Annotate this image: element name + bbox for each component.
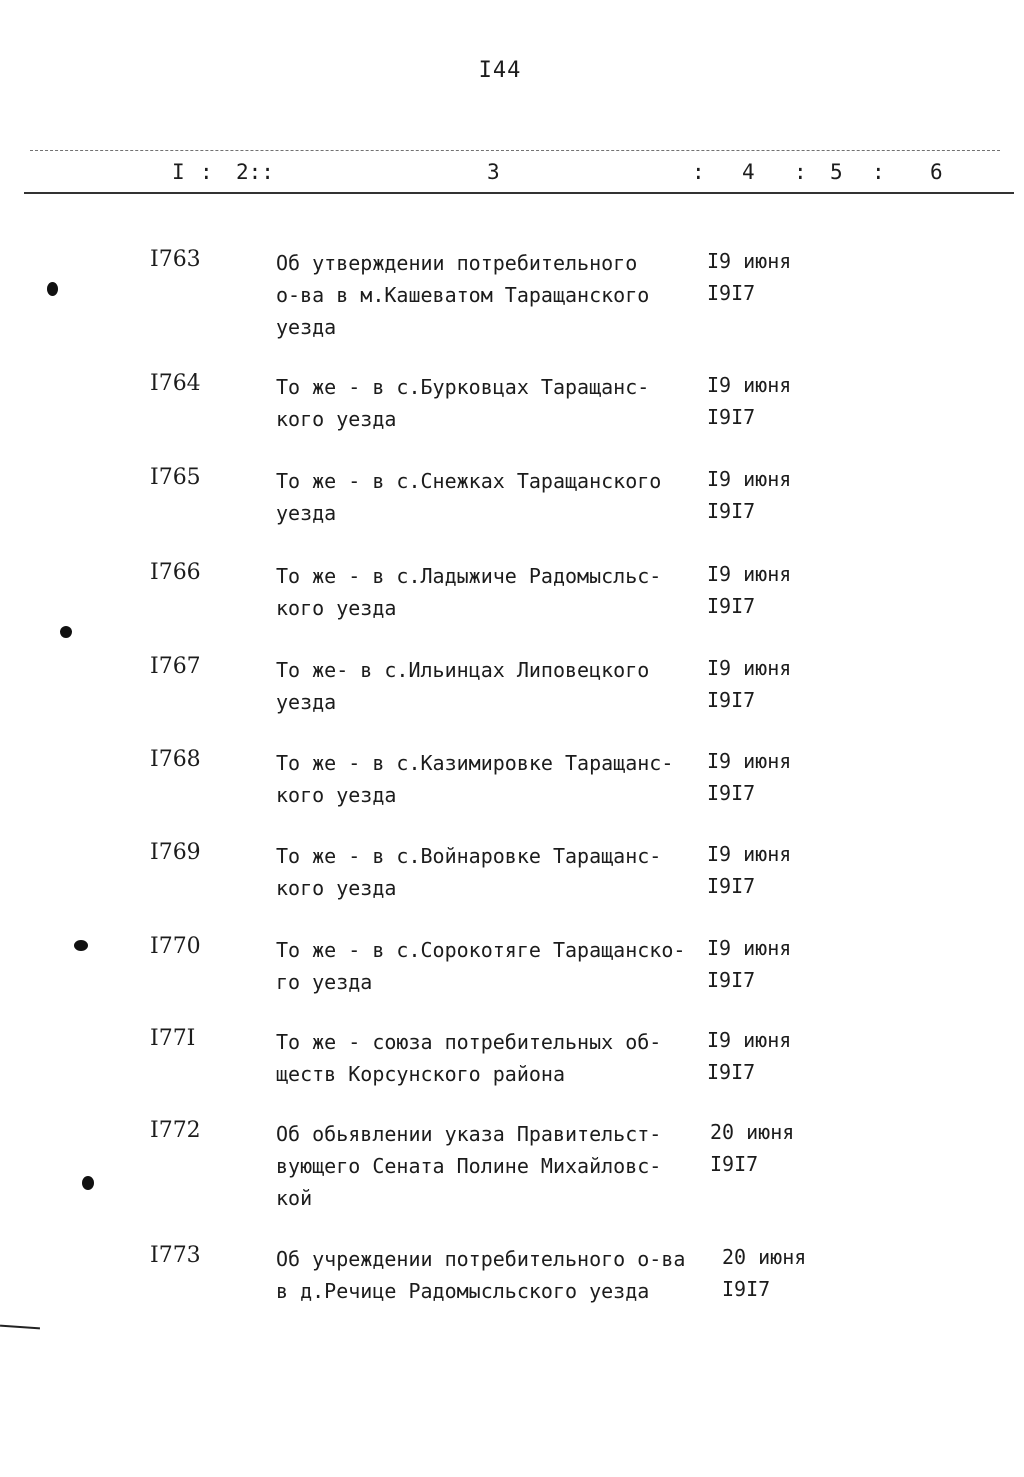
ink-blot xyxy=(74,940,88,951)
entry-description-line: уезда xyxy=(276,690,337,714)
entry-date xyxy=(710,1116,794,1180)
entry-description xyxy=(276,1026,701,1090)
entry-description-line: То же - в с.Казимировке Таращанс- xyxy=(276,751,674,775)
entry-date-line: I9 июня xyxy=(707,936,792,960)
column-header-3: 3 xyxy=(487,160,500,184)
entry-date-line: I9I7 xyxy=(707,594,756,618)
entry-description xyxy=(276,747,701,811)
entry-number: I765 xyxy=(150,465,201,490)
entry-date-line: I9I7 xyxy=(707,1060,756,1084)
column-header-6: 6 xyxy=(930,160,943,184)
ink-blot xyxy=(60,626,72,638)
entry-date-line: I9 июня xyxy=(707,249,792,273)
entry-description-line: уезда xyxy=(276,315,337,339)
entry-date-line: I9I7 xyxy=(710,1152,759,1176)
entry-number: I764 xyxy=(150,371,201,396)
entry-description-line: То же- в с.Ильинцах Липовецкого xyxy=(276,658,650,682)
entry-date-line: 20 июня xyxy=(710,1120,795,1144)
entry-date-line: I9 июня xyxy=(707,842,792,866)
entry-date-line: I9 июня xyxy=(707,656,792,680)
entry-date xyxy=(707,932,791,996)
entry-date xyxy=(707,838,791,902)
entry-date xyxy=(707,369,791,433)
entry-description-line: То же - в с.Бурковцах Таращанс- xyxy=(276,375,650,399)
entry-date xyxy=(707,558,791,622)
entry-description-line: ществ Корсунского района xyxy=(276,1062,565,1086)
entry-description-line: То же - союза потребительных об- xyxy=(276,1030,662,1054)
entry-number: I767 xyxy=(150,654,201,679)
entry-description xyxy=(276,465,701,529)
entry-date xyxy=(707,652,791,716)
entry-description-line: кой xyxy=(276,1186,313,1210)
entry-description xyxy=(276,371,701,435)
entry-date-line: I9I7 xyxy=(707,688,756,712)
entry-description-line: То же - в с.Сорокотяге Таращанско- xyxy=(276,938,686,962)
entry-description-line: о-ва в м.Кашеватом Таращанского xyxy=(276,283,650,307)
entry-description-line: кого уезда xyxy=(276,596,397,620)
entry-number: I772 xyxy=(150,1118,201,1143)
entry-date-line: I9I7 xyxy=(707,874,756,898)
entry-description-line: уезда xyxy=(276,501,337,525)
entry-description-line: в д.Речице Радомысльского уезда xyxy=(276,1279,650,1303)
entry-description-line: кого уезда xyxy=(276,407,397,431)
column-separator: : xyxy=(794,160,807,184)
entry-description-line: кого уезда xyxy=(276,876,397,900)
column-header-1: I xyxy=(172,160,185,184)
entry-date xyxy=(707,1024,791,1088)
entry-date xyxy=(707,245,791,309)
entry-date-line: I9 июня xyxy=(707,373,792,397)
entry-date-line: I9 июня xyxy=(707,562,792,586)
entry-date-line: I9 июня xyxy=(707,749,792,773)
entry-description xyxy=(276,247,701,343)
entry-number: I773 xyxy=(150,1243,201,1268)
entry-date-line: I9 июня xyxy=(707,467,792,491)
entry-number: I768 xyxy=(150,747,201,772)
column-separator: : xyxy=(872,160,885,184)
entry-description xyxy=(276,840,701,904)
entry-description xyxy=(276,560,701,624)
entry-description-line: То же - в с.Снежках Таращанского xyxy=(276,469,662,493)
entry-date-line: I9I7 xyxy=(722,1277,771,1301)
entry-date-line: I9 июня xyxy=(707,1028,792,1052)
entry-description-line: Об учреждении потребительного о-ва xyxy=(276,1247,686,1271)
entry-description-line: вующего Сената Полине Михайловс- xyxy=(276,1154,662,1178)
entry-description-line: кого уезда xyxy=(276,783,397,807)
column-header-5: 5 xyxy=(830,160,843,184)
column-separator: : xyxy=(692,160,705,184)
page-number: I44 xyxy=(478,58,522,83)
entry-number: I770 xyxy=(150,934,201,959)
ink-blot xyxy=(82,1176,94,1190)
entry-description xyxy=(276,654,701,718)
entry-date-line: 20 июня xyxy=(722,1245,807,1269)
entry-number: I769 xyxy=(150,840,201,865)
entry-description xyxy=(276,1118,701,1214)
entry-description-line: Об утверждении потребительного xyxy=(276,251,638,275)
column-header-4: 4 xyxy=(742,160,755,184)
entry-date-line: I9I7 xyxy=(707,968,756,992)
entry-date-line: I9I7 xyxy=(707,281,756,305)
entry-number: I763 xyxy=(150,247,201,272)
entry-date xyxy=(707,745,791,809)
entry-date-line: I9I7 xyxy=(707,405,756,429)
entry-number: I766 xyxy=(150,560,201,585)
entry-number: I77I xyxy=(150,1026,196,1051)
entry-description-line: То же - в с.Ладыжиче Радомысльс- xyxy=(276,564,662,588)
entry-description-line: го уезда xyxy=(276,970,373,994)
entry-description xyxy=(276,934,701,998)
entry-description-line: Об обьявлении указа Правительст- xyxy=(276,1122,662,1146)
entry-description xyxy=(276,1243,701,1307)
entry-date-line: I9I7 xyxy=(707,781,756,805)
entry-date xyxy=(722,1241,806,1305)
entry-date xyxy=(707,463,791,527)
column-separator: : xyxy=(200,160,213,184)
column-header-2: 2:: xyxy=(236,160,274,184)
entry-date-line: I9I7 xyxy=(707,499,756,523)
entry-description-line: То же - в с.Войнаровке Таращанс- xyxy=(276,844,662,868)
ink-blot xyxy=(47,282,58,296)
